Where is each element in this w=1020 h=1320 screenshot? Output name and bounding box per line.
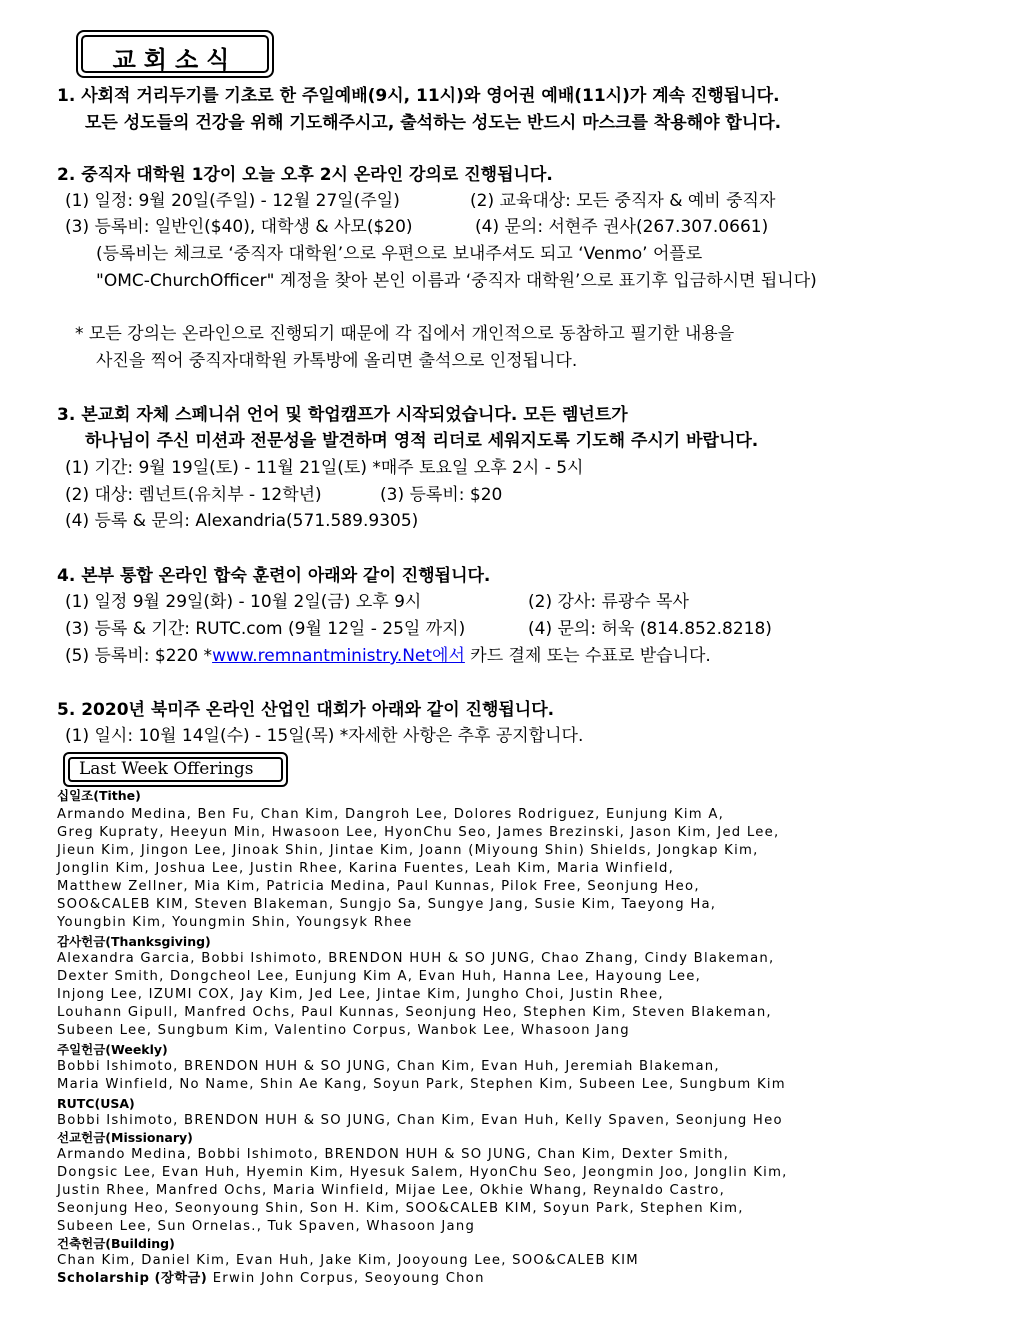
- item4-fee-line: [65, 645, 711, 667]
- remnant-ministry-link[interactable]: www.remnantministry.Net에서: [212, 646, 465, 666]
- tithe-names-line: Matthew Zellner, Mia Kim, Patricia Medina, Paul Kunnas, Pilok Free, Seonjung Heo,: [57, 879, 700, 894]
- item2-contact: (4) 문의: 서현주 권사(267.307.0661): [475, 217, 769, 237]
- tithe-names-line: Armando Medina, Ben Fu, Chan Kim, Dangroh Lee, Dolores Rodriguez, Eunjung Kim A,: [57, 807, 725, 822]
- thanksgiving-label: 감사헌금(Thanksgiving): [57, 934, 211, 949]
- item5-heading: 5. 2020년 북미주 온라인 산업인 대회가 아래와 같이 진행됩니다.: [57, 700, 555, 720]
- item3-target: (2) 대상: 렘넌트(유치부 - 12학년): [65, 485, 322, 505]
- thanksgiving-names-line: Alexandra Garcia, Bobbi Ishimoto, BRENDON HUH & SO JUNG, Chao Zhang, Cindy Blakeman,: [57, 951, 775, 966]
- item4-registration: (3) 등록 & 기간: RUTC.com (9월 12일 - 25일 까지): [65, 619, 466, 639]
- thanksgiving-names-line: Dexter Smith, Dongcheol Lee, Eunjung Kim A, Evan Huh, Hanna Lee, Hayoung Lee,: [57, 969, 702, 984]
- item4-speaker: (2) 강사: 류광수 목사: [528, 592, 689, 612]
- tithe-names-line: Jonglin Kim, Joshua Lee, Justin Rhee, Karina Fuentes, Leah Kim, Maria Winfield,: [57, 861, 675, 876]
- church-news-title-box: [76, 30, 274, 78]
- weekly-names-line: Maria Winfield, No Name, Shin Ae Kang, Soyun Park, Stephen Kim, Subeen Lee, Sungbum Kim: [57, 1077, 786, 1092]
- item3-fee: (3) 등록비: $20: [380, 485, 503, 505]
- item5-date: (1) 일시: 10월 14일(수) - 15일(목) *자세한 사항은 추후 공지합니다.: [65, 726, 584, 746]
- item4-schedule: (1) 일정 9월 29일(화) - 10월 2일(금) 오후 9시: [65, 592, 422, 612]
- scholarship-label: Scholarship (장학금): [57, 1271, 208, 1286]
- item2-schedule: (1) 일정: 9월 20일(주일) - 12월 27일(주일): [65, 191, 400, 211]
- weekly-label: 주일헌금(Weekly): [57, 1042, 168, 1057]
- item2-heading: 2. 중직자 대학원 1강이 오늘 오후 2시 온라인 강의로 진행됩니다.: [57, 165, 553, 185]
- tithe-names-line: Jieun Kim, Jingon Lee, Jinoak Shin, Jintae Kim, Joann (Miyoung Shin) Shields, Jongkap Kim,: [57, 843, 759, 858]
- item1-line1: 1. 사회적 거리두기를 기초로 한 주일예배(9시, 11시)와 영어권 예배(11시)가 계속 진행됩니다.: [57, 86, 780, 106]
- missionary-names-line: Seonjung Heo, Seonyoung Shin, Son H. Kim, SOO&CALEB KIM, Soyun Park, Stephen Kim,: [57, 1201, 744, 1216]
- thanksgiving-names-line: Subeen Lee, Sungbum Kim, Valentino Corpus, Wanbok Lee, Whasoon Jang: [57, 1023, 630, 1038]
- scholarship-names: Erwin John Corpus, Seoyoung Chon: [207, 1271, 485, 1286]
- item2-star-line1: * 모든 강의는 온라인으로 진행되기 때문에 각 집에서 개인적으로 동참하고 필기한 내용을: [75, 324, 735, 344]
- rutc-label: RUTC(USA): [57, 1096, 135, 1111]
- building-label: 건축헌금(Building): [57, 1236, 175, 1251]
- item3-heading-line1: 3. 본교회 자체 스페니쉬 언어 및 학업캠프가 시작되었습니다. 모든 렘넌트가: [57, 405, 628, 425]
- item4-contact: (4) 문의: 허욱 (814.852.8218): [528, 619, 772, 639]
- item2-fee: (3) 등록비: 일반인($40), 대학생 & 사모($20): [65, 217, 413, 237]
- thanksgiving-names-line: Injong Lee, IZUMI COX, Jay Kim, Jed Lee, Jintae Kim, Jungho Choi, Justin Rhee,: [57, 987, 664, 1002]
- item2-audience: (2) 교육대상: 모든 중직자 & 예비 중직자: [470, 191, 776, 211]
- item4-fee-suffix: 카드 결제 또는 수표로 받습니다.: [464, 646, 711, 666]
- item4-heading: 4. 본부 통합 온라인 합숙 훈련이 아래와 같이 진행됩니다.: [57, 566, 491, 586]
- item2-star-line2: 사진을 찍어 중직자대학원 카톡방에 올리면 출석으로 인정됩니다.: [96, 351, 578, 371]
- item3-period: (1) 기간: 9월 19일(토) - 11월 21일(토) *매주 토요일 오후 2시 - 5시: [65, 458, 584, 478]
- thanksgiving-names-line: Louhann Gipull, Manfred Ochs, Paul Kunnas, Seonjung Heo, Stephen Kim, Steven Blakeman,: [57, 1005, 772, 1020]
- weekly-names-line: Bobbi Ishimoto, BRENDON HUH & SO JUNG, Chan Kim, Evan Huh, Jeremiah Blakeman,: [57, 1059, 720, 1074]
- item4-fee-prefix: (5) 등록비: $220 *: [65, 646, 213, 666]
- tithe-names-line: Youngbin Kim, Youngmin Shin, Youngsyk Rhee: [57, 915, 413, 930]
- church-news-title: 교회소식: [112, 46, 238, 74]
- missionary-names-line: Subeen Lee, Sun Ornelas., Tuk Spaven, Whasoon Jang: [57, 1219, 476, 1234]
- item3-heading-line2: 하나님이 주신 미션과 전문성을 발견하며 영적 리더로 세워지도록 기도해 주시기 바랍니다.: [85, 431, 759, 451]
- item1-line2: 모든 성도들의 건강을 위해 기도해주시고, 출석하는 성도는 반드시 마스크를 착용해야 합니다.: [85, 113, 782, 133]
- tithe-names-line: SOO&CALEB KIM, Steven Blakeman, Sungjo Sa, Sungye Jang, Susie Kim, Taeyong Ha,: [57, 897, 717, 912]
- offerings-title-box: [63, 752, 288, 787]
- rutc-names-line: Bobbi Ishimoto, BRENDON HUH & SO JUNG, Chan Kim, Evan Huh, Kelly Spaven, Seonjung Heo: [57, 1113, 783, 1128]
- missionary-names-line: Armando Medina, Bobbi Ishimoto, BRENDON HUH & SO JUNG, Chan Kim, Dexter Smith,: [57, 1147, 730, 1162]
- missionary-label: 선교헌금(Missionary): [57, 1130, 193, 1145]
- building-names-line: Chan Kim, Daniel Kim, Evan Huh, Jake Kim, Jooyoung Lee, SOO&CALEB KIM: [57, 1253, 639, 1268]
- tithe-label: 십일조(Tithe): [57, 788, 141, 803]
- scholarship-line: [57, 1270, 485, 1288]
- missionary-names-line: Dongsic Lee, Evan Huh, Hyemin Kim, Hyesuk Salem, HyonChu Seo, Jeongmin Joo, Jonglin Kim,: [57, 1165, 788, 1180]
- item3-contact: (4) 등록 & 문의: Alexandria(571.589.9305): [65, 511, 419, 531]
- item2-note-line1: (등록비는 체크로 ‘중직자 대학원’으로 우편으로 보내주셔도 되고 ‘Venmo’ 어플로: [96, 244, 703, 264]
- tithe-names-line: Greg Kupraty, Heeyun Min, Hwasoon Lee, HyonChu Seo, James Brezinski, Jason Kim, Jed Lee,: [57, 825, 780, 840]
- item2-note-line2: "OMC-ChurchOfficer" 계정을 찾아 본인 이름과 ‘중직자 대학원’으로 표기후 입금하시면 됩니다): [96, 271, 817, 291]
- offerings-title: Last Week Offerings: [79, 759, 254, 779]
- missionary-names-line: Justin Rhee, Manfred Ochs, Maria Winfield, Mijae Lee, Okhie Whang, Reynaldo Castro,: [57, 1183, 726, 1198]
